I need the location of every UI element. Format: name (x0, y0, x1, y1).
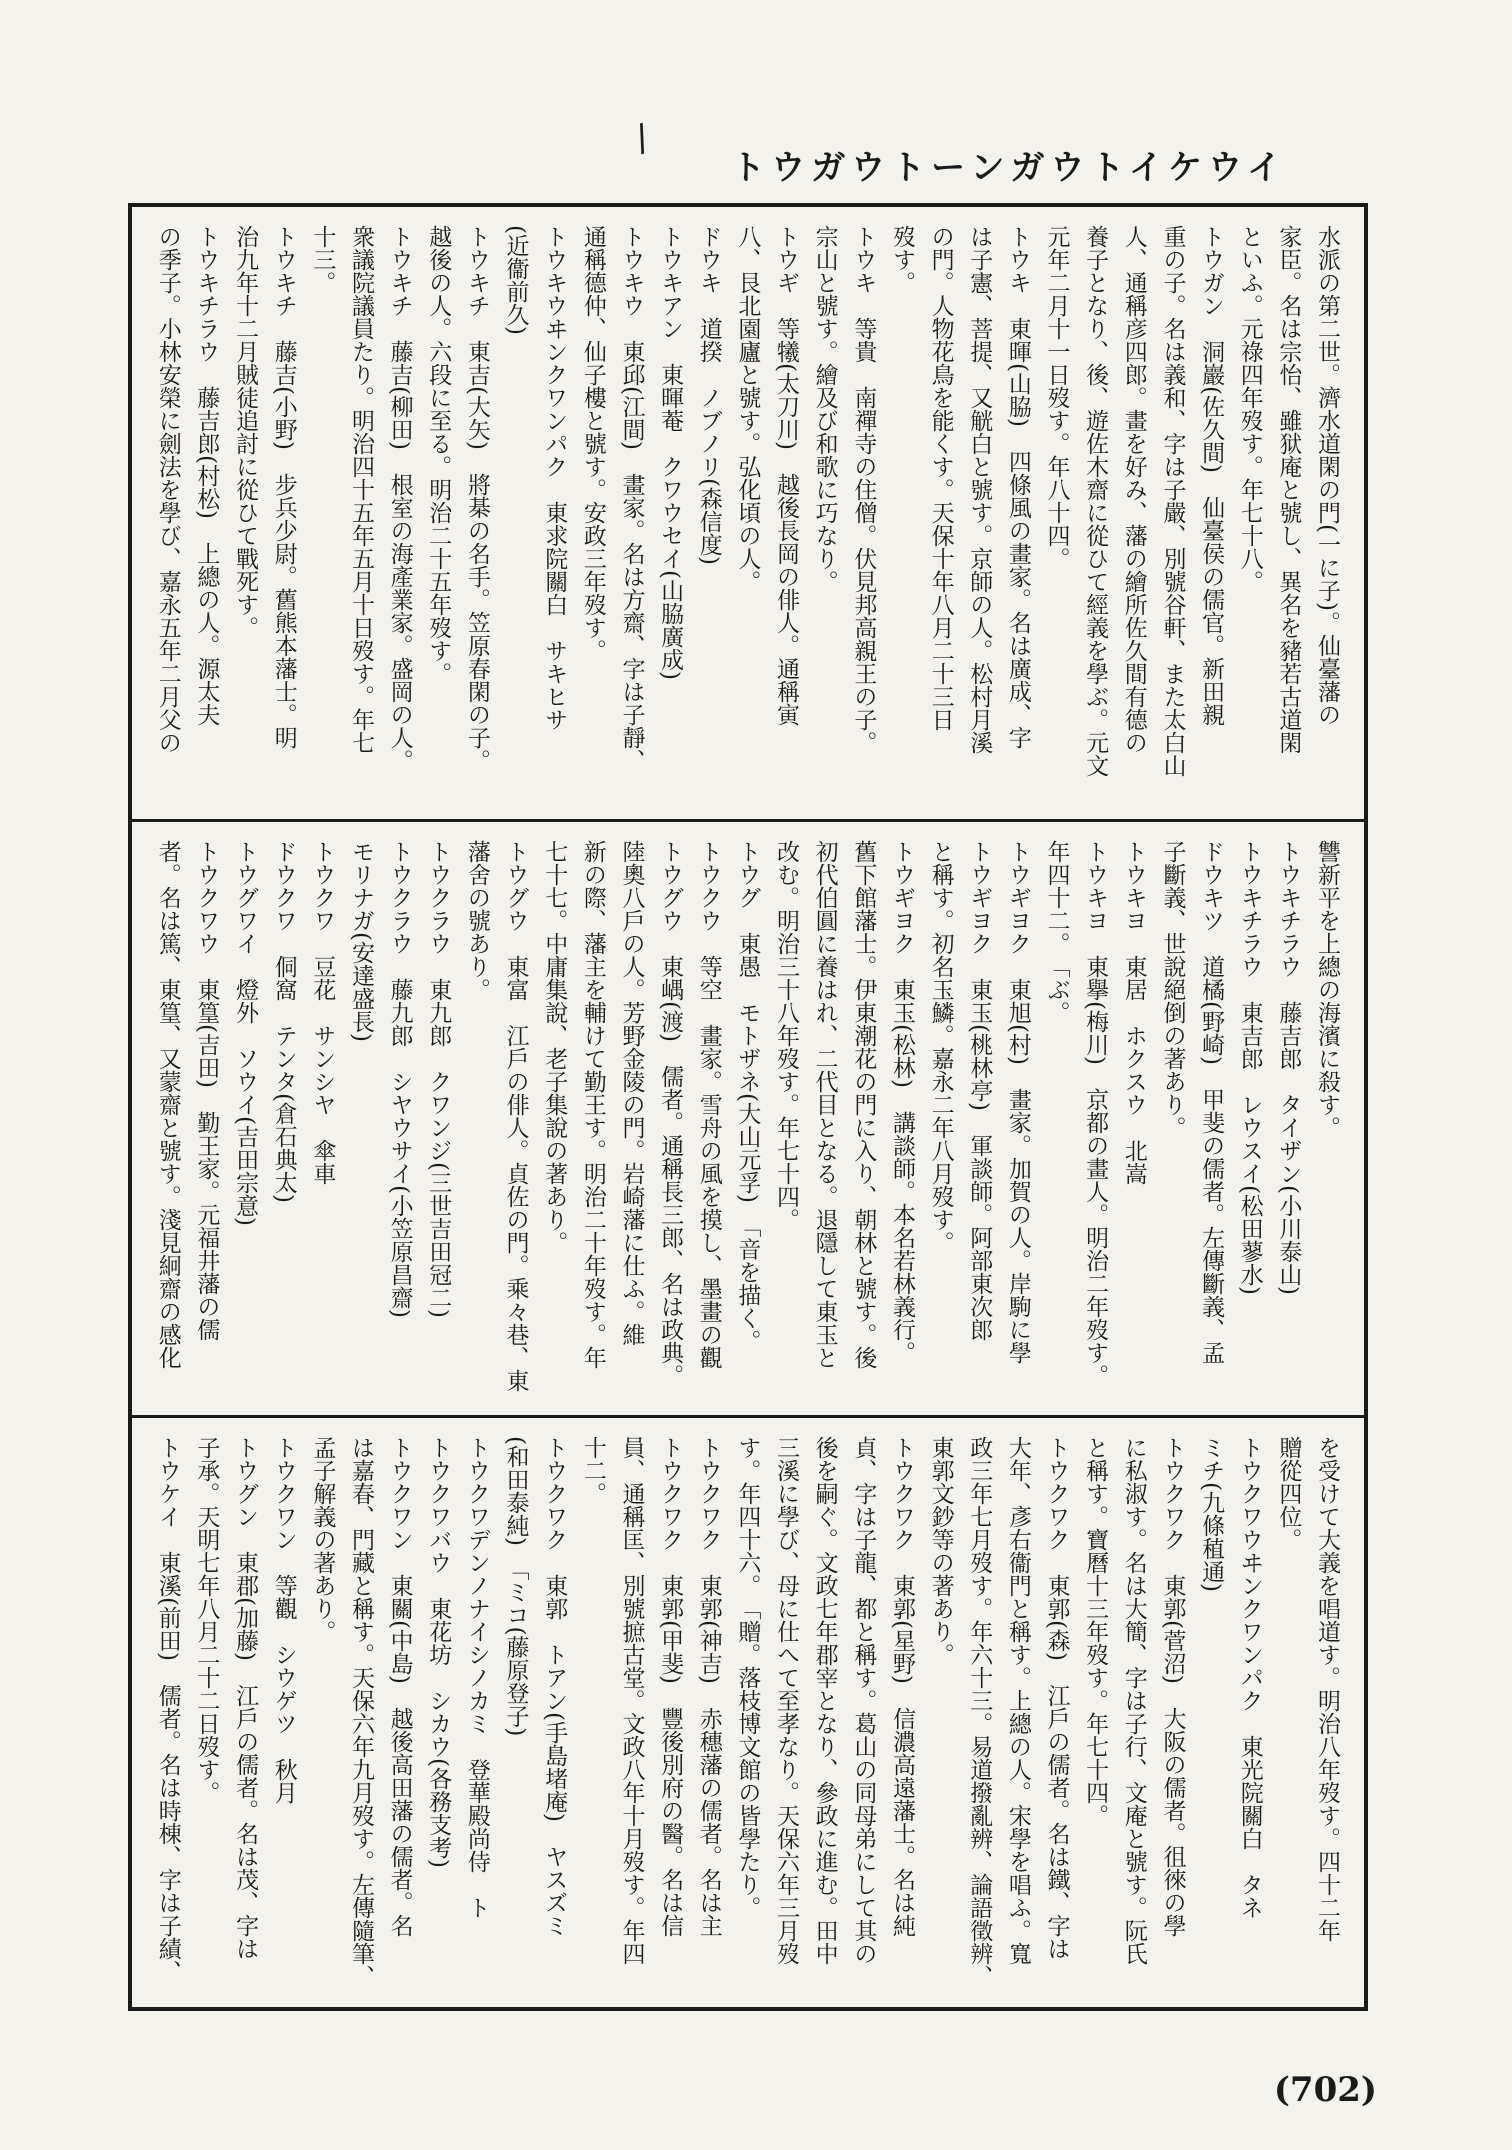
page-number: (702) (1273, 2070, 1377, 2110)
text-column: トウガン 洞巖(佐久間) 仙臺侯の儒官。新田親 (1198, 225, 1225, 726)
text-column: 後を嗣ぐ。文政七年郡宰となり、參政に進む。田中 (811, 1436, 838, 1965)
text-column: トウグウ 東嵎(渡) 儒者。通稱長三郎、名は政典。 (657, 840, 684, 1387)
text-column: トウキチラウ 藤吉郎(村松) 上總の人。源太夫 (193, 225, 220, 726)
text-column: 藩舍の號あり。 (463, 840, 490, 1001)
text-column: す。年四十六。 「贈。落枝博文館の皆學たり。 (734, 1436, 761, 1919)
text-column: 孟子解義の著あり。 (309, 1436, 336, 1643)
text-column: トウクワウヰンクワンパク 東光院關白 タネ (1236, 1436, 1263, 1919)
text-column: トウキウ 東邱(江間) 畫家。名は方齋、字は子靜、 (618, 225, 645, 772)
text-column: の季子。小林安榮に劍法を學び、嘉永五年二月父の (154, 225, 181, 754)
text-column: トウクワン 等觀 シウゲツ 秋月 (270, 1436, 297, 1804)
text-column: 舊下館藩士。伊東潮花の門に入り、朝林と號す。後 (850, 840, 877, 1369)
text-column: トウグン 東郡(加藤) 江戶の儒者。名は茂、字は (232, 1436, 259, 1960)
text-column: トウグワイ 燈外 ソウイ(吉田宗意) (232, 840, 259, 1226)
text-column: トウケイ 東溪(前田) 儒者。名は時棟、字は子績、 (154, 1436, 181, 1983)
text-column: 年四十二。 「ぶ。 (1043, 840, 1070, 1024)
text-column: は子憲、菩提、又觥白と號す。京師の人。松村月溪 (966, 225, 993, 754)
text-column: トウキ 東暉(山脇) 四條風の畫家。名は廣成、字 (1004, 225, 1031, 749)
text-column: 家臣。名は宗怡、雖狱庵と號し、異名を豬若古道閑 (1275, 225, 1302, 754)
text-column: トウキウヰンクワンパク 東求院關白 サキヒサ (541, 225, 568, 731)
text-column: トウクワク 東郭(星野) 信濃高遠藩士。名は純 (888, 1436, 915, 1937)
text-column: に私淑す。名は大簡、字は子行、文庵と號す。阮氏 (1120, 1436, 1147, 1965)
text-column: トウクワデンノナイシノカミ 登華殿尚侍 ト (463, 1436, 490, 1919)
text-column: 新の際、藩主を輔けて勤王す。明治二十年歿す。年 (579, 840, 606, 1369)
text-column: 人、通稱彦四郎。畫を好み、藩の繪所佐久間有德の (1120, 225, 1147, 754)
text-column: トウクワン 東關(中島) 越後高田藩の儒者。名 (386, 1436, 413, 1937)
text-column: トウキアン 東暉菴 クワウセイ(山脇廣成) (657, 225, 684, 680)
text-column: 初代伯圓に養はれ、二代目となる。退隱して東玉と (811, 840, 838, 1369)
text-column: トウキヨ 東居 ホクスウ 北嵩 (1120, 840, 1147, 1185)
text-column: トウグ 東愚 モトザネ(大山元孚) 「音を描く。 (734, 840, 761, 1353)
entry-band-top (132, 207, 1364, 819)
text-column: トウクウ 等空 畫家。雪舟の風を摸し、墨畫の觀 (695, 840, 722, 1369)
text-column: ドウキ 道揆 ノブノリ(森信度) (695, 225, 722, 565)
text-column: ドウキツ 道橘(野崎) 甲斐の儒者。左傳斷義、孟 (1198, 840, 1225, 1364)
text-column: トウクワウ 東篁(吉田) 勤王家。元福井藩の儒 (193, 840, 220, 1341)
text-column: トウキチ 東吉(大矢) 將棊の名手。笠原春閑の子。 (463, 225, 490, 772)
text-column: トウクラウ 藤九郎 シヤウサイ(小笠原昌齋) (386, 840, 413, 1318)
text-column: トウクワク 東郭(森) 江戶の儒者。名は鐵、字は (1043, 1436, 1070, 1960)
text-column: トウクワク 東郭(神吉) 赤穗藩の儒者。名は主 (695, 1436, 722, 1937)
text-column: 七十七。中庸集說、老子集說の著あり。 (541, 840, 568, 1254)
text-column: トウキチラウ 藤吉郎 タイザン(小川泰山) (1275, 840, 1302, 1295)
text-column: ミチ(九條稙通) (1198, 1436, 1225, 1592)
dictionary-frame (128, 203, 1368, 2011)
text-column: トウクラウ 東九郎 クワンジ(三世吉田冠二) (425, 840, 452, 1318)
text-column: ドウクワ 侗窩 テンタ(倉石典太) (270, 840, 297, 1203)
text-column: (近衞前久) (502, 225, 529, 335)
text-column: 三溪に學び、母に仕へて至孝なり。天保六年三月歿 (773, 1436, 800, 1965)
text-column: トウキヨ 東擧(梅川) 京都の畫人。明治二年歿す。 (1082, 840, 1109, 1387)
text-column: トウクワク 東郭 トアン(手島堵庵) ヤスズミ (541, 1436, 568, 1937)
text-column: 貞、字は子龍、都と稱す。葛山の同母弟にして其の (850, 1436, 877, 1965)
running-title: トウガウトーンガウトイケウイ (731, 148, 1287, 188)
text-column: トウギヨク 東玉(松林) 講談師。本名若林義行。 (888, 840, 915, 1364)
text-column: トウキチ 藤吉(小野) 步兵少尉。舊熊本藩士。明 (270, 225, 297, 749)
text-column: 員、通稱匡、別號摭古堂。文政八年十月歿す。年四 (618, 1436, 645, 1965)
text-column: 宗山と號す。繪及び和歌に巧なり。 (811, 225, 838, 593)
text-column: トウギ 等犧(太刀川) 越後長岡の俳人。通稱寅 (773, 225, 800, 726)
text-column: 元年二月十一日歿す。年八十四。 (1043, 225, 1070, 570)
stray-mark: / (629, 117, 655, 160)
text-column: 養子となり、後、遊佐木齋に從ひて經義を學ぶ。元文 (1082, 225, 1109, 777)
text-column: トウクワ 豆花 サンシヤ 傘車 (309, 840, 336, 1185)
text-column: 十二。 (579, 1436, 606, 1505)
text-column: トウキ 等貴 南禪寺の住僧。伏見邦高親王の子。 (850, 225, 877, 754)
text-column: トウクワク 東郭(菅沼) 大阪の儒者。徂徠の學 (1159, 1436, 1186, 1937)
text-column: と稱す。初名玉鱗。嘉永二年八月歿す。 (927, 840, 954, 1254)
text-column: 大年、彥右衞門と稱す。上總の人。宋學を唱ふ。寬 (1004, 1436, 1031, 1965)
text-column: 十三。 (309, 225, 336, 294)
text-column: トウキチラウ 東吉郎 レウスイ(松田蓼水) (1236, 840, 1263, 1295)
text-column: 子承。天明七年八月二十二日歿す。 (193, 1436, 220, 1804)
text-column: 重の子。名は義和、字は子嚴、別號谷軒、また太白山 (1159, 225, 1186, 777)
text-column: 越後の人。六段に至る。明治二十五年歿す。 (425, 225, 452, 685)
text-column: と稱す。寶曆十三年歿す。年七十四。 (1082, 1436, 1109, 1827)
text-column: トウギヨク 東玉(桃林亭) 軍談師。阿部東次郎 (966, 840, 993, 1341)
text-column: 八、艮北園廬と號す。弘化頃の人。 (734, 225, 761, 593)
text-column: 東郭文鈔等の著あり。 (927, 1436, 954, 1666)
text-column: 改む。明治三十八年歿す。年七十四。 (773, 840, 800, 1231)
text-column: は嘉春、門藏と稱す。天保六年九月歿す。左傳隨筆、 (347, 1436, 374, 1988)
text-column: 子斷義、世說絕倒の著あり。 (1159, 840, 1186, 1139)
entry-band-bottom (132, 1415, 1364, 2015)
text-column: モリナガ(安達盛長) (347, 840, 374, 1042)
text-column: 讐新平を上總の海濱に殺す。 (1314, 840, 1340, 1139)
text-column: といふ。元祿四年歿す。年七十八。 (1236, 225, 1263, 593)
text-column: トウグウ 東富 江戶の俳人。貞佐の門。乘々巷、東 (502, 840, 529, 1392)
text-column: 治九年十二月賊徒追討に從ひて戰死す。 (232, 225, 259, 639)
text-column: トウクワバウ 東花坊 シカウ(各務支考) (425, 1436, 452, 1868)
text-column: を受けて大義を唱道す。明治八年歿す。四十二年 (1314, 1436, 1340, 1942)
text-column: 者。名は篤、東篁、又蒙齋と號す。淺見絅齋の感化 (154, 840, 181, 1369)
text-column: トウキチ 藤吉(柳田) 根室の海產業家。盛岡の人。 (386, 225, 413, 772)
text-column: (和田泰純) 「ミコ(藤原登子) (502, 1436, 529, 1737)
text-column: トウクワク 東郭(甲斐) 豐後別府の醫。名は信 (657, 1436, 684, 1937)
text-column: 衆議院議員たり。明治四十五年五月十日歿す。年七 (347, 225, 374, 754)
text-column: 政三年七月歿す。年六十三。易道撥亂辨、論語徵辨、 (966, 1436, 993, 1988)
text-column: 通稱德仲、仙子樓と號す。安政三年歿す。 (579, 225, 606, 662)
text-column: 水派の第二世。濟水道閑の門(一に子)。仙臺藩の (1314, 225, 1340, 726)
text-column: 贈從四位。 (1275, 1436, 1302, 1551)
text-column: 陸奧八戶の人。芳野金陵の門。岩崎藩に仕ふ。維 (618, 840, 645, 1346)
text-column: 歿す。 (888, 225, 915, 294)
text-column: の門。人物花鳥を能くす。天保十年八月二十三日 (927, 225, 954, 731)
text-column: トウギヨク 東旭(村) 畫家。加賀の人。岸駒に學 (1004, 840, 1031, 1364)
entry-band-middle (132, 819, 1364, 1415)
